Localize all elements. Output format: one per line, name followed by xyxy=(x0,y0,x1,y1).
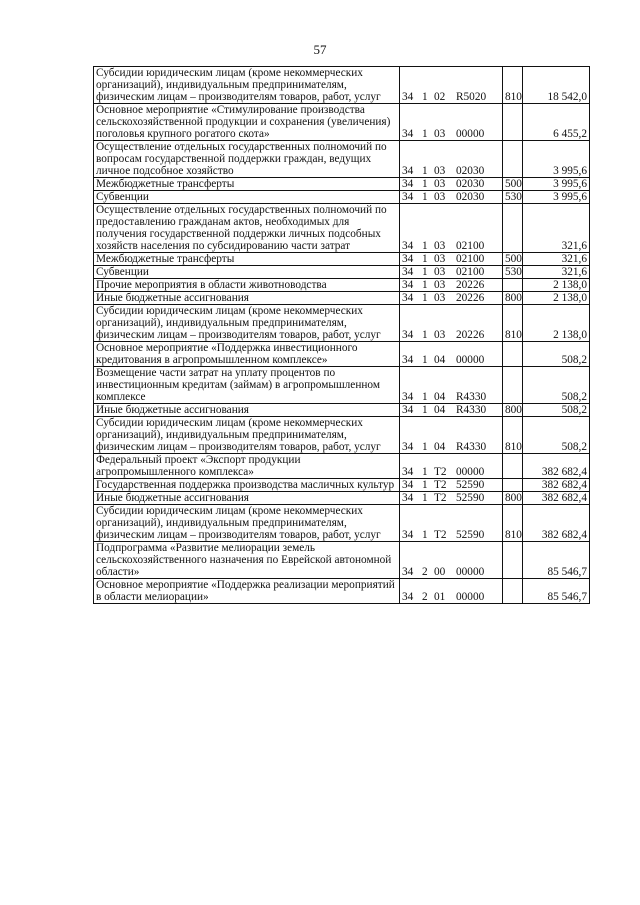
table-row xyxy=(94,367,590,404)
row-amount: 508,2 xyxy=(523,404,590,417)
code-part-4: R5020 xyxy=(456,91,487,103)
row-expense-type xyxy=(503,104,523,141)
code-part-3: 03 xyxy=(434,279,446,291)
row-amount: 508,2 xyxy=(523,367,590,404)
row-amount: 18 542,0 xyxy=(523,67,590,104)
code-part-3: 03 xyxy=(434,253,446,265)
code-part-4: R4330 xyxy=(456,404,487,416)
row-name: Основное мероприятие «Стимулирование производства сельскохозяйственной продукции и сохранения (увеличения) поголовья крупного рогатого скота» xyxy=(94,104,400,141)
row-name: Осуществление отдельных государственных полномочий по предоставлению гражданам актов, необходимых для получения государственной поддержки личных подсобных хозяйств населения по субсидированию части затрат xyxy=(94,204,400,253)
code-part-3: T2 xyxy=(434,466,447,478)
code-part-2: 1 xyxy=(422,191,428,203)
code-part-2: 1 xyxy=(422,479,428,491)
code-part-3: 04 xyxy=(434,441,446,453)
table-row xyxy=(94,266,590,279)
code-part-4: 52590 xyxy=(456,492,485,504)
table-row xyxy=(94,417,590,454)
code-part-4: 00000 xyxy=(456,591,485,603)
code-part-2: 1 xyxy=(422,128,428,140)
code-part-3: 01 xyxy=(434,591,446,603)
budget-table xyxy=(93,66,590,604)
code-part-4: 02100 xyxy=(456,253,485,265)
table-row xyxy=(94,404,590,417)
code-part-4: 00000 xyxy=(456,466,485,478)
table-row xyxy=(94,305,590,342)
row-code xyxy=(400,417,503,454)
code-part-2: 1 xyxy=(422,165,428,177)
row-name: Межбюджетные трансферты xyxy=(94,178,400,191)
code-part-2: 1 xyxy=(422,91,428,103)
row-amount: 3 995,6 xyxy=(523,178,590,191)
code-part-3: 04 xyxy=(434,354,446,366)
code-part-1: 34 xyxy=(402,165,414,177)
code-part-4: 20226 xyxy=(456,279,485,291)
code-part-4: 52590 xyxy=(456,479,485,491)
page-number: 57 xyxy=(313,42,327,57)
row-code xyxy=(400,579,503,604)
row-name: Иные бюджетные ассигнования xyxy=(94,492,400,505)
code-part-1: 34 xyxy=(402,441,414,453)
row-expense-type: 800 xyxy=(503,404,523,417)
row-name: Иные бюджетные ассигнования xyxy=(94,404,400,417)
code-part-3: 03 xyxy=(434,165,446,177)
code-part-2: 1 xyxy=(422,178,428,190)
code-part-2: 2 xyxy=(422,591,428,603)
code-part-4: 02030 xyxy=(456,191,485,203)
row-amount: 382 682,4 xyxy=(523,479,590,492)
row-name: Иные бюджетные ассигнования xyxy=(94,292,400,305)
row-code xyxy=(400,191,503,204)
code-part-1: 34 xyxy=(402,178,414,190)
table-row xyxy=(94,542,590,579)
row-code xyxy=(400,454,503,479)
code-part-3: 02 xyxy=(434,91,446,103)
code-part-3: 03 xyxy=(434,240,446,252)
code-part-1: 34 xyxy=(402,466,414,478)
table-row xyxy=(94,292,590,305)
row-name: Субсидии юридическим лицам (кроме некоммерческих организаций), индивидуальным предпринимателям, физическим лицам – производителям товаров, работ, услуг xyxy=(94,67,400,104)
row-expense-type: 810 xyxy=(503,67,523,104)
code-part-2: 2 xyxy=(422,566,428,578)
row-expense-type: 530 xyxy=(503,191,523,204)
code-part-1: 34 xyxy=(402,128,414,140)
row-code xyxy=(400,505,503,542)
row-expense-type xyxy=(503,342,523,367)
code-part-3: 00 xyxy=(434,566,446,578)
row-amount: 321,6 xyxy=(523,204,590,253)
code-part-4: 52590 xyxy=(456,529,485,541)
code-part-3: 03 xyxy=(434,266,446,278)
code-part-3: 03 xyxy=(434,178,446,190)
code-part-1: 34 xyxy=(402,591,414,603)
row-code xyxy=(400,204,503,253)
table-row xyxy=(94,505,590,542)
row-amount: 508,2 xyxy=(523,342,590,367)
code-part-3: 03 xyxy=(434,128,446,140)
code-part-1: 34 xyxy=(402,91,414,103)
row-expense-type xyxy=(503,204,523,253)
code-part-2: 1 xyxy=(422,492,428,504)
row-expense-type: 530 xyxy=(503,266,523,279)
row-code xyxy=(400,367,503,404)
row-name: Субвенции xyxy=(94,266,400,279)
row-amount: 382 682,4 xyxy=(523,492,590,505)
table-row xyxy=(94,141,590,178)
row-name: Основное мероприятие «Поддержка реализации мероприятий в области мелиорации» xyxy=(94,579,400,604)
row-code xyxy=(400,342,503,367)
code-part-1: 34 xyxy=(402,191,414,203)
table-row xyxy=(94,104,590,141)
table-row xyxy=(94,342,590,367)
code-part-1: 34 xyxy=(402,292,414,304)
code-part-2: 1 xyxy=(422,240,428,252)
table-row xyxy=(94,279,590,292)
row-name: Подпрограмма «Развитие мелиорации земель сельскохозяйственного назначения по Еврейской автономной области» xyxy=(94,542,400,579)
row-expense-type: 500 xyxy=(503,178,523,191)
code-part-4: 20226 xyxy=(456,329,485,341)
row-code xyxy=(400,305,503,342)
row-code xyxy=(400,253,503,266)
code-part-4: 02100 xyxy=(456,266,485,278)
code-part-2: 1 xyxy=(422,354,428,366)
code-part-4: 02030 xyxy=(456,178,485,190)
code-part-2: 1 xyxy=(422,529,428,541)
row-name: Государственная поддержка производства масличных культур xyxy=(94,479,400,492)
code-part-2: 1 xyxy=(422,404,428,416)
row-name: Федеральный проект «Экспорт продукции агропромышленного комплекса» xyxy=(94,454,400,479)
code-part-3: 04 xyxy=(434,404,446,416)
row-code xyxy=(400,141,503,178)
row-amount: 3 995,6 xyxy=(523,141,590,178)
row-expense-type: 810 xyxy=(503,505,523,542)
row-expense-type xyxy=(503,479,523,492)
code-part-3: T2 xyxy=(434,529,447,541)
code-part-1: 34 xyxy=(402,329,414,341)
code-part-1: 34 xyxy=(402,240,414,252)
code-part-3: 03 xyxy=(434,292,446,304)
table-row xyxy=(94,479,590,492)
row-amount: 321,6 xyxy=(523,253,590,266)
code-part-2: 1 xyxy=(422,279,428,291)
row-amount: 382 682,4 xyxy=(523,505,590,542)
code-part-1: 34 xyxy=(402,479,414,491)
row-name: Субвенции xyxy=(94,191,400,204)
code-part-3: 03 xyxy=(434,329,446,341)
row-code xyxy=(400,266,503,279)
code-part-4: 00000 xyxy=(456,128,485,140)
row-expense-type xyxy=(503,141,523,178)
code-part-4: R4330 xyxy=(456,391,487,403)
table-row xyxy=(94,67,590,104)
table-row xyxy=(94,178,590,191)
code-part-4: 02100 xyxy=(456,240,485,252)
row-amount: 2 138,0 xyxy=(523,292,590,305)
row-name: Субсидии юридическим лицам (кроме некоммерческих организаций), индивидуальным предпринимателям, физическим лицам – производителям товаров, работ, услуг xyxy=(94,305,400,342)
row-expense-type: 810 xyxy=(503,417,523,454)
code-part-1: 34 xyxy=(402,529,414,541)
row-expense-type: 800 xyxy=(503,492,523,505)
row-code xyxy=(400,292,503,305)
code-part-2: 1 xyxy=(422,292,428,304)
table-row xyxy=(94,253,590,266)
row-amount: 85 546,7 xyxy=(523,579,590,604)
row-code xyxy=(400,67,503,104)
table-row xyxy=(94,454,590,479)
code-part-3: 03 xyxy=(434,191,446,203)
code-part-4: 02030 xyxy=(456,165,485,177)
row-expense-type xyxy=(503,279,523,292)
code-part-1: 34 xyxy=(402,404,414,416)
row-amount: 3 995,6 xyxy=(523,191,590,204)
row-expense-type: 800 xyxy=(503,292,523,305)
row-amount: 2 138,0 xyxy=(523,279,590,292)
row-expense-type xyxy=(503,367,523,404)
code-part-3: 04 xyxy=(434,391,446,403)
row-amount: 2 138,0 xyxy=(523,305,590,342)
code-part-4: 20226 xyxy=(456,292,485,304)
code-part-2: 1 xyxy=(422,253,428,265)
code-part-1: 34 xyxy=(402,266,414,278)
code-part-1: 34 xyxy=(402,391,414,403)
row-code xyxy=(400,279,503,292)
row-code xyxy=(400,479,503,492)
code-part-1: 34 xyxy=(402,279,414,291)
row-amount: 6 455,2 xyxy=(523,104,590,141)
table-body xyxy=(94,67,590,604)
row-name: Межбюджетные трансферты xyxy=(94,253,400,266)
code-part-1: 34 xyxy=(402,492,414,504)
row-name: Основное мероприятие «Поддержка инвестиционного кредитования в агропромышленном комплексе» xyxy=(94,342,400,367)
row-code xyxy=(400,404,503,417)
row-name: Возмещение части затрат на уплату процентов по инвестиционным кредитам (займам) в агропромышленном комплексе xyxy=(94,367,400,404)
row-amount: 508,2 xyxy=(523,417,590,454)
row-expense-type xyxy=(503,579,523,604)
row-code xyxy=(400,542,503,579)
table-row xyxy=(94,579,590,604)
row-name: Субсидии юридическим лицам (кроме некоммерческих организаций), индивидуальным предпринимателям, физическим лицам – производителям товаров, работ, услуг xyxy=(94,505,400,542)
code-part-4: 00000 xyxy=(456,354,485,366)
code-part-2: 1 xyxy=(422,466,428,478)
code-part-3: T2 xyxy=(434,479,447,491)
row-expense-type: 500 xyxy=(503,253,523,266)
row-name: Осуществление отдельных государственных полномочий по вопросам государственной поддержки граждан, ведущих личное подсобное хозяйство xyxy=(94,141,400,178)
row-expense-type xyxy=(503,454,523,479)
code-part-2: 1 xyxy=(422,329,428,341)
row-code xyxy=(400,492,503,505)
code-part-4: 00000 xyxy=(456,566,485,578)
code-part-3: T2 xyxy=(434,492,447,504)
code-part-2: 1 xyxy=(422,391,428,403)
table-row xyxy=(94,191,590,204)
row-name: Субсидии юридическим лицам (кроме некоммерческих организаций), индивидуальным предпринимателям, физическим лицам – производителям товаров, работ, услуг xyxy=(94,417,400,454)
table-row xyxy=(94,492,590,505)
row-code xyxy=(400,178,503,191)
row-expense-type: 810 xyxy=(503,305,523,342)
row-amount: 85 546,7 xyxy=(523,542,590,579)
row-amount: 321,6 xyxy=(523,266,590,279)
row-code xyxy=(400,104,503,141)
code-part-2: 1 xyxy=(422,441,428,453)
code-part-4: R4330 xyxy=(456,441,487,453)
row-name: Прочие мероприятия в области животноводства xyxy=(94,279,400,292)
table-row xyxy=(94,204,590,253)
code-part-1: 34 xyxy=(402,253,414,265)
code-part-1: 34 xyxy=(402,354,414,366)
row-expense-type xyxy=(503,542,523,579)
code-part-2: 1 xyxy=(422,266,428,278)
code-part-1: 34 xyxy=(402,566,414,578)
row-amount: 382 682,4 xyxy=(523,454,590,479)
